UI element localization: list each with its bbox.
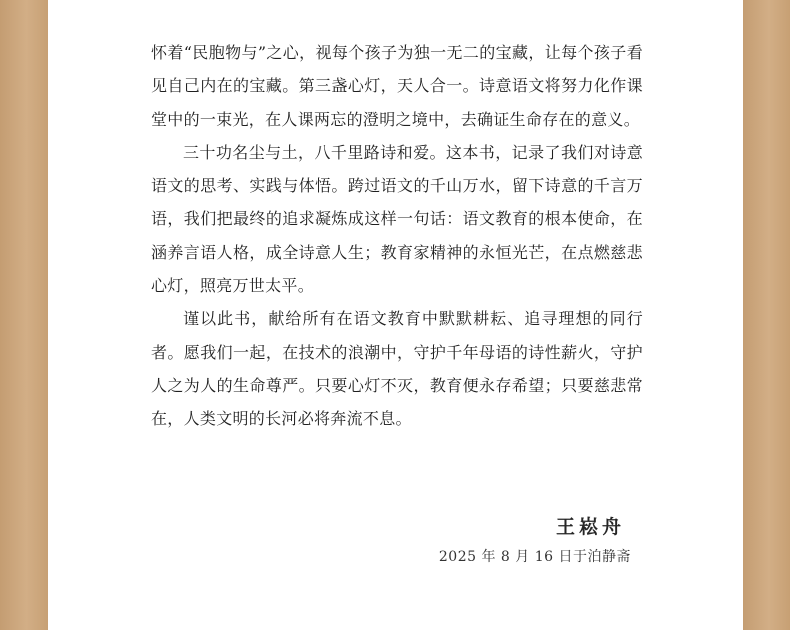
author-signature: 王崧舟: [555, 516, 625, 538]
date-place-line: 2025 年 8 月 16 日于泊静斋: [438, 549, 631, 565]
document-page: [48, 0, 743, 630]
paragraph-1: 怀着“民胞物与”之心，视每个孩子为独一无二的宝藏，让每个孩子看见自己内在的宝藏。第三盏心灯，天人合一。诗意语文将努力化作课堂中的一束光，在人课两忘的澄明之境中，去确证生命存在的意义。: [151, 43, 643, 129]
paragraph-2: 三十功名尘与土，八千里路诗和爱。这本书，记录了我们对诗意语文的思考、实践与体悟。跨过语文的千山万水，留下诗意的千言万语，我们把最终的追求凝炼成这样一句话：语文教育的根本使命，在涵养言语人格，成全诗意人生；教育家精神的永恒光芒，在点燃慈悲心灯，照亮万世太平。: [151, 142, 643, 296]
paragraph-3: 谨以此书，献给所有在语文教育中默默耕耘、追寻理想的同行者。愿我们一起，在技术的浪潮中，守护千年母语的诗性薪火，守护人之为人的生命尊严。只要心灯不灭，教育便永存希望；只要慈悲常在，人类文明的长河必将奔流不息。: [151, 309, 643, 429]
left-background-band: [0, 0, 48, 630]
body-text: [151, 36, 643, 436]
right-background-band: [743, 0, 790, 630]
